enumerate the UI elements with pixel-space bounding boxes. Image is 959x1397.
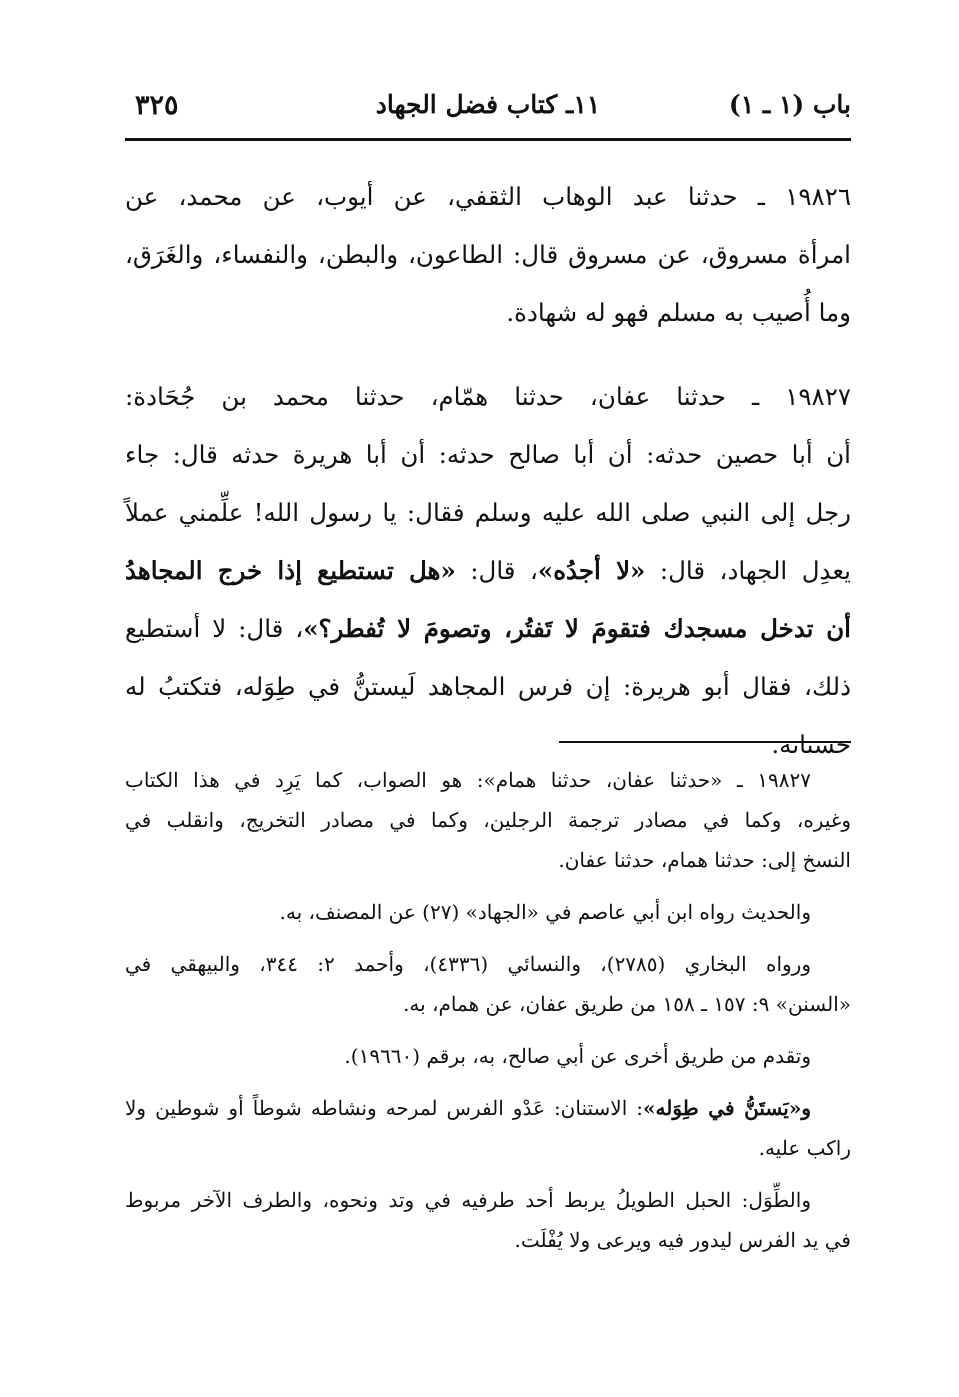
footnote-line: والطِّوَل: الحبل الطويلُ يربط أحد طرفيه في وتد ونحوه، والطرف الآخر مربوط [125,1188,811,1212]
footnote-separator [559,741,851,743]
footnotes [125,760,851,1272]
prophet-quote: أن تدخل مسجدك فتقومَ لا تَفتُر، وتصومَ لا تُفطر؟» [303,614,851,643]
main-text [125,168,851,800]
footnote-line: «السنن» ٩: ١٥٧ ـ ١٥٨ من طريق عفان، عن همام، به. [403,992,851,1016]
footnote-line: النسخ إلى: حدثنا همام، حدثنا عفان. [558,848,851,872]
text-line: امرأة مسروق، عن مسروق قال: الطاعون، والبطن، والنفساء، والغَرَق، [125,240,851,269]
running-header [125,88,851,141]
footnote-tiwal [125,1180,851,1260]
text-line [125,600,851,658]
hadith-19827 [125,368,851,774]
footnote-19827 [125,760,851,880]
text-segment: : الاستنان: عَدْو الفرس لمرحه ونشاطه شوطاً أو شوطين ولا [125,1096,644,1120]
footnote-line: والحديث رواه ابن أبي عاصم في «الجهاد» (٢٧) عن المصنف، به. [279,900,811,924]
footnote-previous [125,1036,851,1076]
text-segment: يعدِل الجهاد، قال: [645,556,851,585]
text-line: وما أُصيب به مسلم فهو له شهادة. [506,298,851,327]
text-line: أن أبا حصين حدثه: أن أبا صالح حدثه: أن أبا هريرة حدثه قال: جاء [125,440,851,469]
text-line: رجل إلى النبي صلى الله عليه وسلم فقال: يا رسول الله! علِّمني عملاً [125,498,851,527]
footnote-istinan [125,1088,851,1168]
footnote-line: وغيره، وكما في مصادر ترجمة الرجلين، وكما في مصادر التخريج، وانقلب في [125,808,851,832]
page-number: ٣٢٥ [135,90,179,121]
text-line: ١٩٨٢٧ ـ حدثنا عفان، حدثنا همّام، حدثنا محمد بن جُحَادة: [125,382,851,411]
text-line: ذلك، فقال أبو هريرة: إن فرس المجاهد لَيستنُّ في طِوَله، فتكتبُ له [125,672,851,701]
prophet-quote: «لا أجدُه» [537,556,646,585]
footnote-line: وتقدم من طريق أخرى عن أبي صالح، به، برقم (١٩٦٦٠). [344,1044,811,1068]
glossary-term: و«يَستَنُّ في طِوَله» [643,1096,811,1120]
text-segment: ، قال: [455,556,538,585]
text-line: ١٩٨٢٦ ـ حدثنا عبد الوهاب الثقفي، عن أيوب، عن محمد، عن [125,182,851,211]
hadith-19826 [125,168,851,342]
text-segment: ، قال: لا أستطيع [125,614,304,643]
chapter-label: باب (١ ـ ١) [728,90,851,119]
footnote-bukhari [125,944,851,1024]
text-line [125,542,851,600]
text-line: حسناته. [771,730,851,759]
prophet-quote: «هل تستطيع إذا خرج المجاهدُ [125,556,456,585]
footnote-line: في يد الفرس ليدور فيه ويرعى ولا يُفْلَت. [514,1228,851,1252]
footnote-line: راكب عليه. [758,1136,851,1160]
footnote-line: ورواه البخاري (٢٧٨٥)، والنسائي (٤٣٣٦)، وأحمد ٢: ٣٤٤، والبيهقي في [125,952,811,976]
footnote-line: ١٩٨٢٧ ـ «حدثنا عفان، حدثنا همام»: هو الصواب، كما يَرِد في هذا الكتاب [125,768,811,792]
book-title: ١١ـ كتاب فضل الجهاد [375,90,601,119]
footnote-line [125,1088,851,1128]
footnote-ibn-abi-asim [125,892,851,932]
